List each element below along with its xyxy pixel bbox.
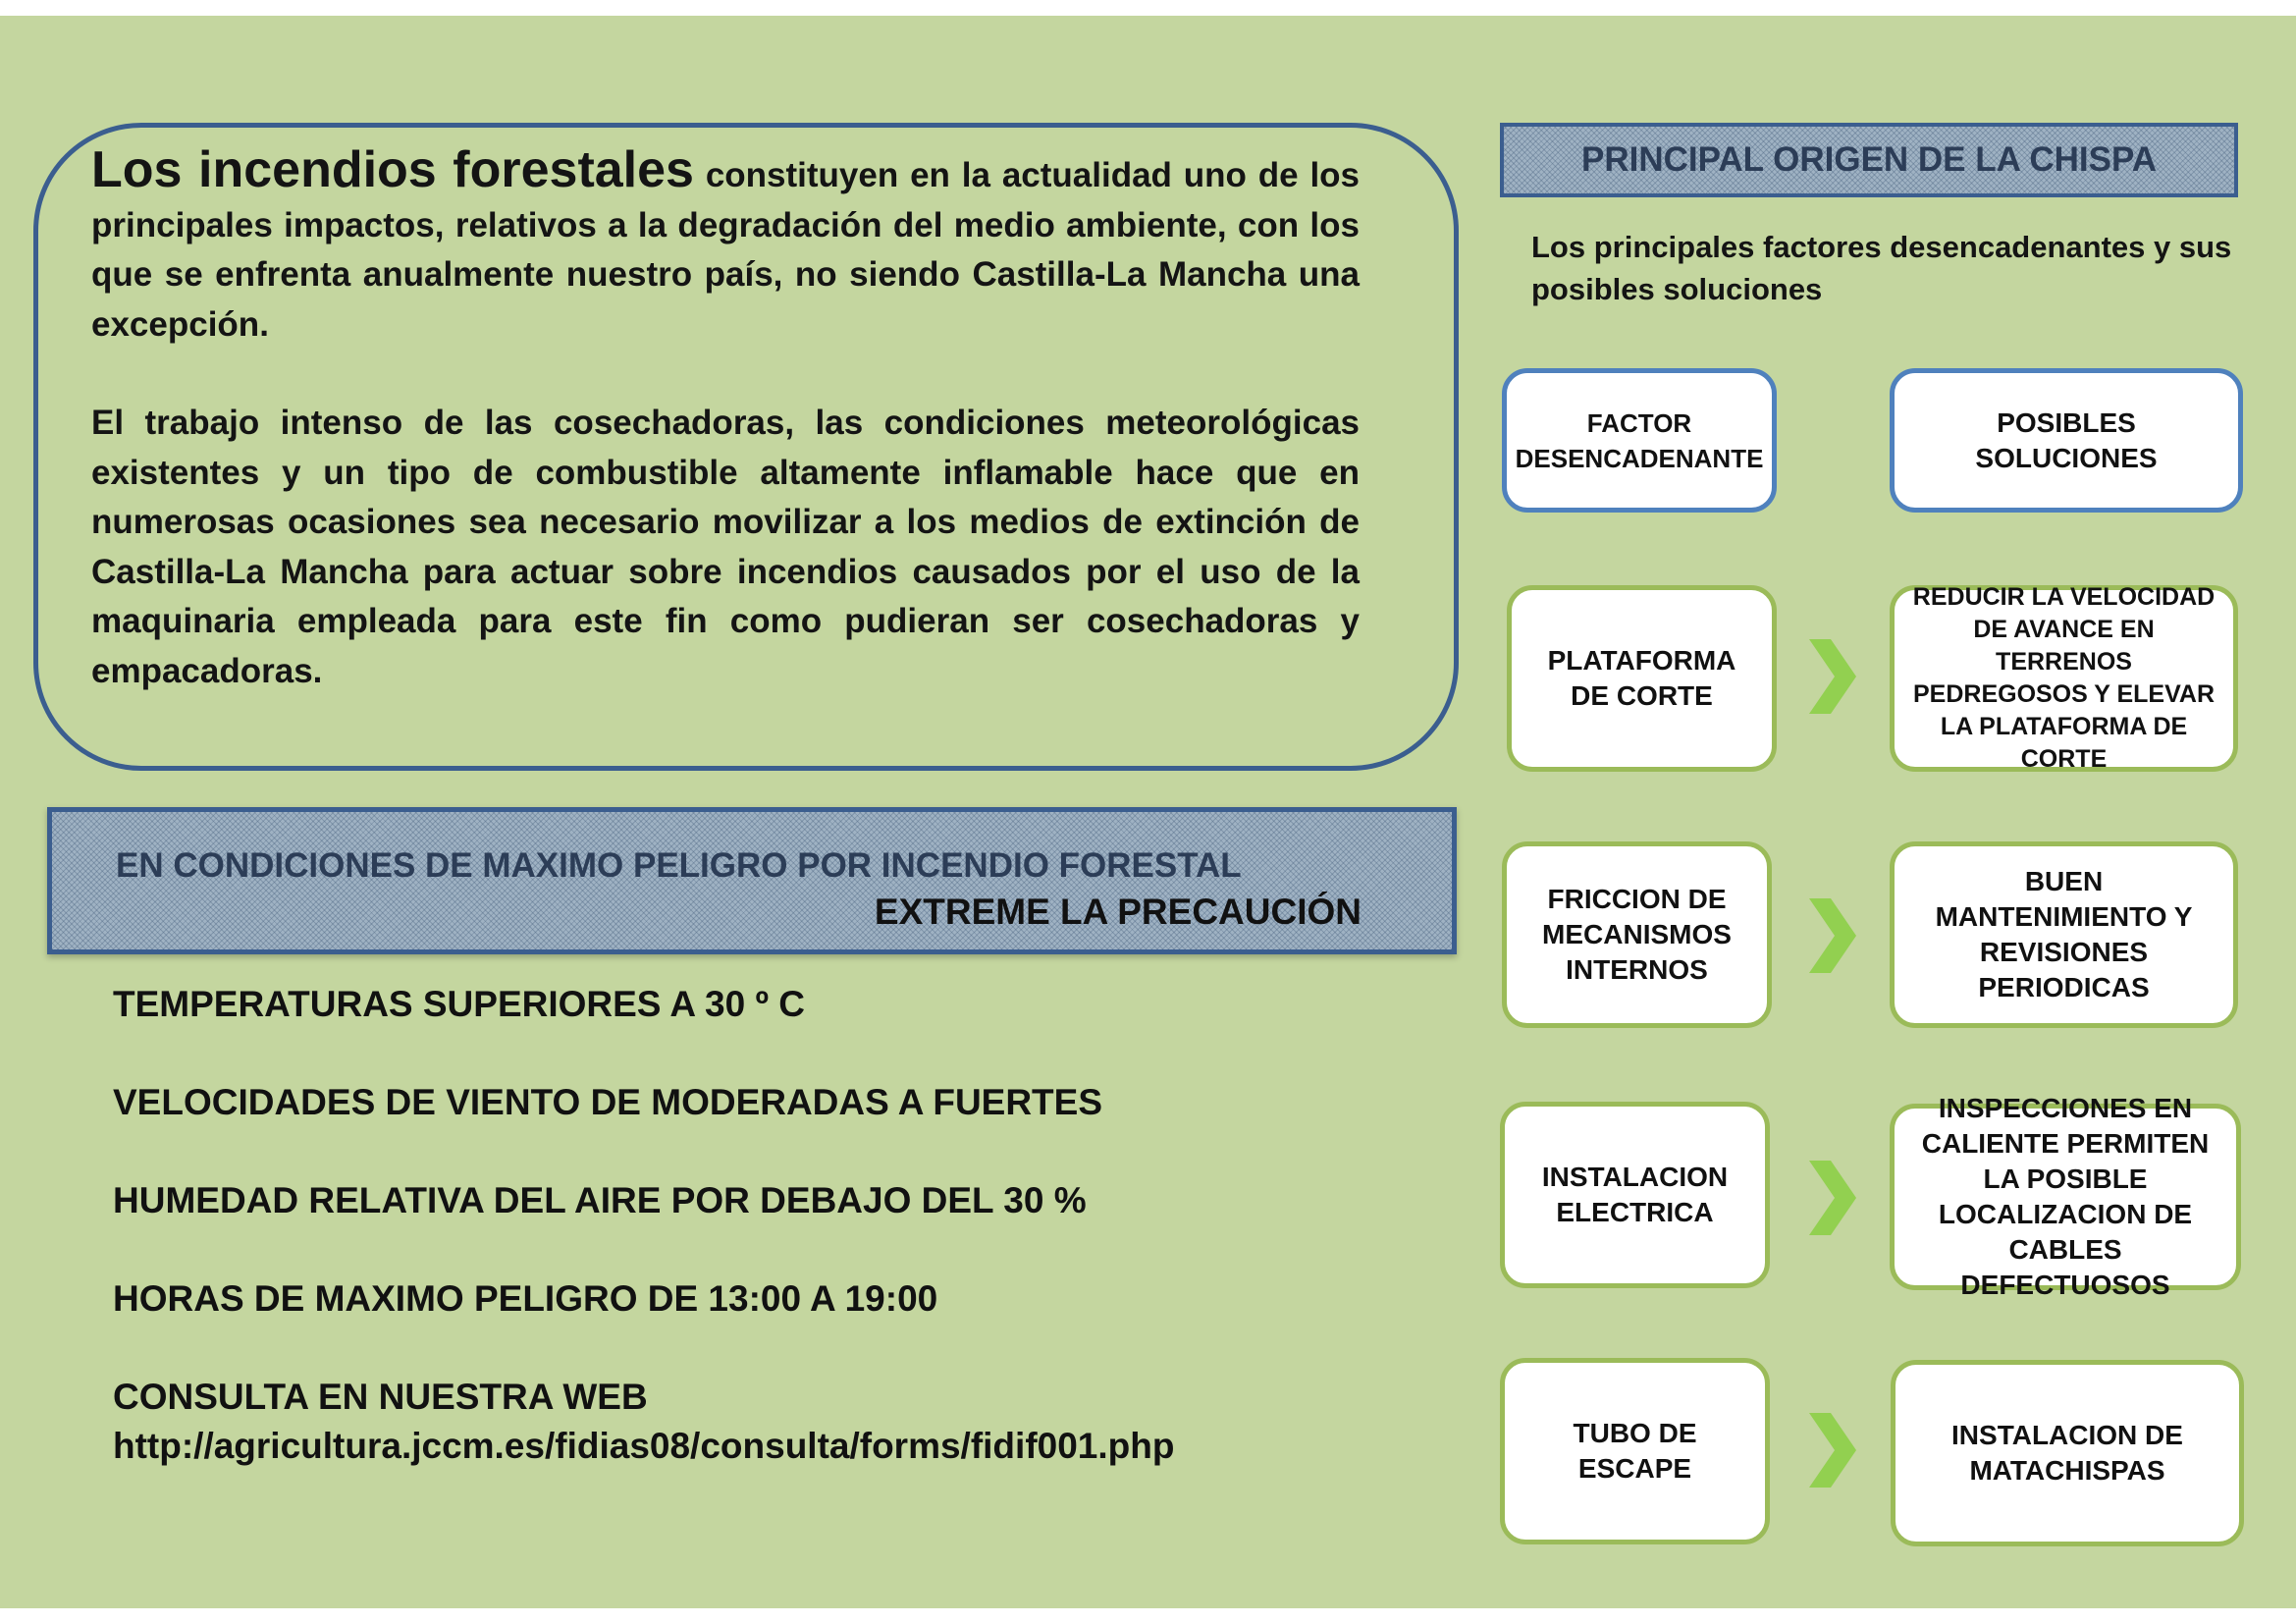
condition-item: HUMEDAD RELATIVA DEL AIRE POR DEBAJO DEL 30 %	[113, 1180, 1087, 1220]
condition-item: TEMPERATURAS SUPERIORES A 30 º C	[113, 984, 805, 1024]
solution-card	[1890, 585, 2238, 772]
header-solution-label: POSIBLES SOLUCIONES	[1975, 406, 2158, 473]
factor-card	[1500, 1102, 1770, 1288]
danger-banner	[47, 807, 1457, 954]
factors-intro: Los principales factores desencadenantes y sus posibles soluciones	[1531, 230, 2232, 306]
factor-label: PLATAFORMA DE CORTE	[1547, 645, 1736, 711]
solution-card	[1890, 841, 2238, 1028]
conditions-list	[113, 980, 1389, 1520]
intro-lead-rest: constituyen en la actualidad uno de los principales impactos, relativos a la degradación del medio ambiente, con los que se enfrenta anualmente nuestro país, no siendo Castilla-La Mancha una excepción.	[91, 156, 1361, 344]
web-url-link[interactable]: http://agricultura.jccm.es/fidias08/consulta/forms/fidif001.php	[113, 1426, 1175, 1466]
factor-label: INSTALACION ELECTRICA	[1541, 1162, 1729, 1227]
factor-card	[1502, 841, 1772, 1028]
chevron-right-icon	[1809, 1413, 1856, 1488]
chevron-right-icon	[1809, 1161, 1856, 1235]
solution-card	[1891, 1360, 2244, 1546]
intro-box	[33, 123, 1459, 771]
header-solution-card	[1890, 368, 2243, 513]
chevron-right-icon	[1809, 898, 1856, 973]
solution-label: REDUCIR LA VELOCIDAD DE AVANCE EN TERRENOS PEDREGOSOS Y ELEVAR LA PLATAFORMA DE CORTE	[1912, 583, 2216, 773]
solution-label: INSPECCIONES EN CALIENTE PERMITEN LA POSIBLE LOCALIZACION DE CABLES DEFECTUOSOS	[1921, 1093, 2210, 1300]
solution-label: BUEN MANTENIMIENTO Y REVISIONES PERIODICAS	[1935, 866, 2193, 1002]
header-factor-card	[1502, 368, 1777, 513]
intro-paragraph-1	[91, 141, 1361, 350]
danger-subtitle: EXTREME LA PRECAUCIÓN	[874, 892, 1362, 932]
condition-item: VELOCIDADES DE VIENTO DE MODERADAS A FUERTES	[113, 1082, 1103, 1122]
header-factor-label: FACTOR DESENCADENANTE	[1515, 407, 1764, 473]
solution-card	[1890, 1093, 2241, 1300]
factor-label: FRICCION DE MECANISMOS INTERNOS	[1542, 884, 1732, 985]
intro-lead: Los incendios forestales	[91, 141, 694, 198]
factor-card	[1507, 585, 1777, 772]
chispa-title: PRINCIPAL ORIGEN DE LA CHISPA	[1581, 140, 2157, 179]
web-reference	[113, 1373, 1389, 1471]
web-label: CONSULTA EN NUESTRA WEB	[113, 1377, 648, 1417]
factor-card	[1500, 1358, 1770, 1544]
factor-label: TUBO DE ESCAPE	[1573, 1418, 1697, 1484]
solution-label: INSTALACION DE MATACHISPAS	[1951, 1420, 2183, 1486]
chispa-banner	[1500, 123, 2238, 197]
condition-item: HORAS DE MAXIMO PELIGRO DE 13:00 A 19:00	[113, 1278, 938, 1319]
intro-paragraph-2: El trabajo intenso de las cosechadoras, las condiciones meteorológicas existentes y un tipo de combustible altamente inflamable hace que en numerosas ocasiones sea necesario movilizar a los medios de extinción de Castilla-La Mancha para actuar sobre incendios causados por el uso de la maquinaria empleada para este fin como pudieran ser cosechadoras y empacadoras.	[91, 404, 1360, 690]
chevron-right-icon	[1809, 639, 1856, 714]
danger-title: EN CONDICIONES DE MAXIMO PELIGRO POR INCENDIO FORESTAL	[116, 846, 1242, 885]
